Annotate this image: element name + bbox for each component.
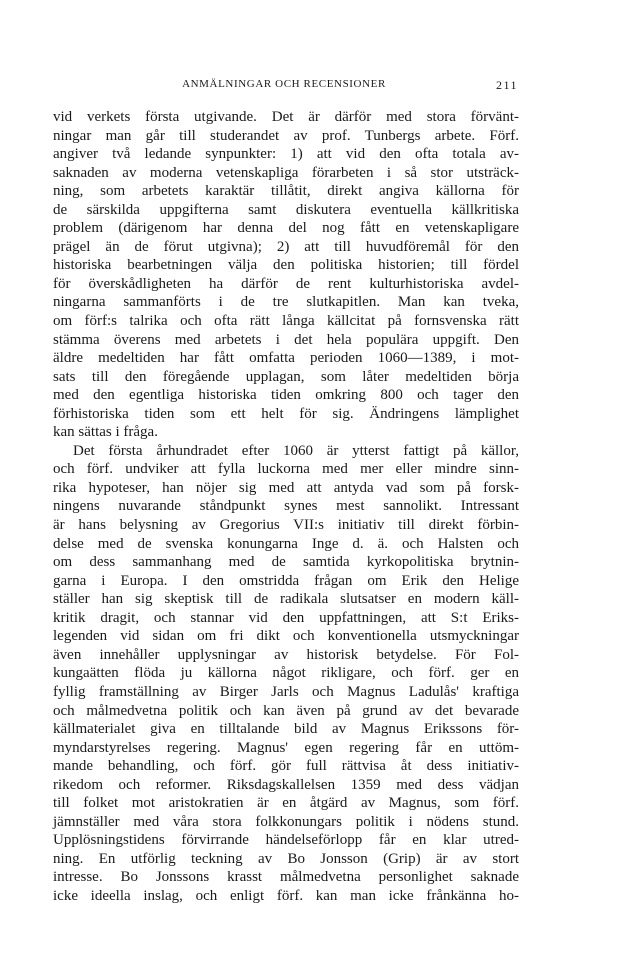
text-line: saknaden av moderna vetenskapliga förarbeten i så stor utsträck- (53, 164, 519, 181)
text-line: mande behandling, och förf. gör full rättvisa åt dess initiativ- (53, 758, 519, 775)
text-line: rika hypoteser, han nöjer sig med att antyda vad som på forsk- (53, 479, 519, 496)
text-line: fyllig framställning av Birger Jarls och Magnus Ladulås' kraftiga (53, 683, 519, 700)
text-line: intresse. Bo Jonssons krasst målmedvetna personlighet saknade (53, 869, 519, 886)
text-line: är hans belysning av Gregorius VII:s initiativ till direkt förbin- (53, 517, 519, 534)
text-line: kungaätten flöda ju källorna något rikligare, och förf. ger en (53, 665, 519, 682)
text-line: legenden vid sidan om fri dikt och konventionella utsmyckningar (53, 628, 519, 645)
text-line: även innehåller upplysningar av historisk betydelse. För Fol- (53, 646, 519, 663)
text-line: ningar man går till studerandet av prof. Tunbergs arbete. Förf. (53, 127, 519, 144)
text-line: med den egentliga historiska tiden omkring 800 och tager den (53, 387, 519, 404)
text-line: historiska bearbetningen välja den politiska historien; till fördel (53, 257, 519, 274)
text-line: vid verkets första utgivande. Det är därför med stora förvänt- (53, 109, 519, 125)
body-text (53, 108, 519, 906)
text-line: delse med de svenska konungarna Inge d. ä. och Halsten och (53, 535, 519, 552)
paragraph-end-line: kan sättas i fråga. (53, 424, 158, 441)
text-line: Upplösningstidens förvirrande händelseförlopp får en klar utred- (53, 832, 519, 849)
page-number: 211 (495, 78, 518, 92)
text-line: ning, som arbetets karaktär tillåtit, direkt angiva källorna för (53, 183, 519, 200)
text-line: rikedom och reformer. Riksdagskallelsen 1359 med dess vädjan (53, 776, 519, 793)
text-line: angiver två ledande synpunkter: 1) att vid den ofta totala av- (53, 146, 519, 163)
text-line: ning. En utförlig teckning av Bo Jonsson (Grip) är av stort (53, 850, 519, 867)
paragraph-start-line: Det första århundradet efter 1060 är ytterst fattigt på källor, (73, 442, 519, 459)
text-line: och målmedvetna politik och kan även på grund av det bevarade (53, 702, 519, 719)
text-line: icke ideella inslag, och enligt förf. kan man icke frånkänna ho- (53, 887, 519, 904)
text-line: garna i Europa. I den omstridda frågan om Erik den Helige (53, 572, 519, 589)
text-line: och förf. undviker att fylla luckorna med mer eller mindre sinn- (53, 461, 519, 478)
text-line: ställer han sig skeptisk till de radikala slutsatser en modern käll- (53, 591, 519, 608)
text-line: sats till den föregående upplagan, som låter medeltiden börja (53, 368, 519, 385)
text-line: om dess sammanhang med de samtida kyrkopolitiska brytnin- (53, 554, 519, 571)
text-line: jämnställer med våra stora folkkonungars politik i nödens stund. (53, 813, 519, 830)
text-line: förhistoriska tiden som ett helt för sig. Ändringens lämplighet (53, 405, 519, 422)
text-line: ningens nuvarande ståndpunkt synes mest sannolikt. Intressant (53, 498, 519, 515)
text-line: om förf:s talrika och ofta rätt långa källcitat på fornsvenska rätt (53, 313, 519, 330)
text-line: stämma överens med arbetets i det hela populära uppgift. Den (53, 331, 519, 348)
text-line: problem (därigenom har denna del nog fått en vetenskapligare (53, 220, 519, 237)
text-line: prägel än de förut utgivna); 2) att till huvudföremål för den (53, 238, 519, 255)
text-line: myndarstyrelses regering. Magnus' egen regering får en uttöm- (53, 739, 519, 756)
text-line: källmaterialet giva en tilltalande bild av Magnus Erikssons för- (53, 721, 519, 738)
text-line: äldre medeltiden har fått omfatta perioden 1060—1389, i mot- (53, 350, 519, 367)
text-line: de särskilda uppgifterna samt diskutera eventuella källkritiska (53, 201, 519, 218)
text-line: för överskådligheten ha därför de rent kulturhistoriska avdel- (53, 275, 519, 292)
text-line: ningarna sammanförts i de tre slutkapitlen. Man kan tveka, (53, 294, 519, 311)
header-title: ANMÄLNINGAR OCH RECENSIONER (182, 78, 386, 90)
text-line: till folket mot aristokratien är en åtgärd av Magnus, som förf. (53, 795, 519, 812)
text-line: kritik dragit, och stannar vid den uppfattningen, att S:t Eriks- (53, 609, 519, 626)
running-header (50, 78, 518, 96)
